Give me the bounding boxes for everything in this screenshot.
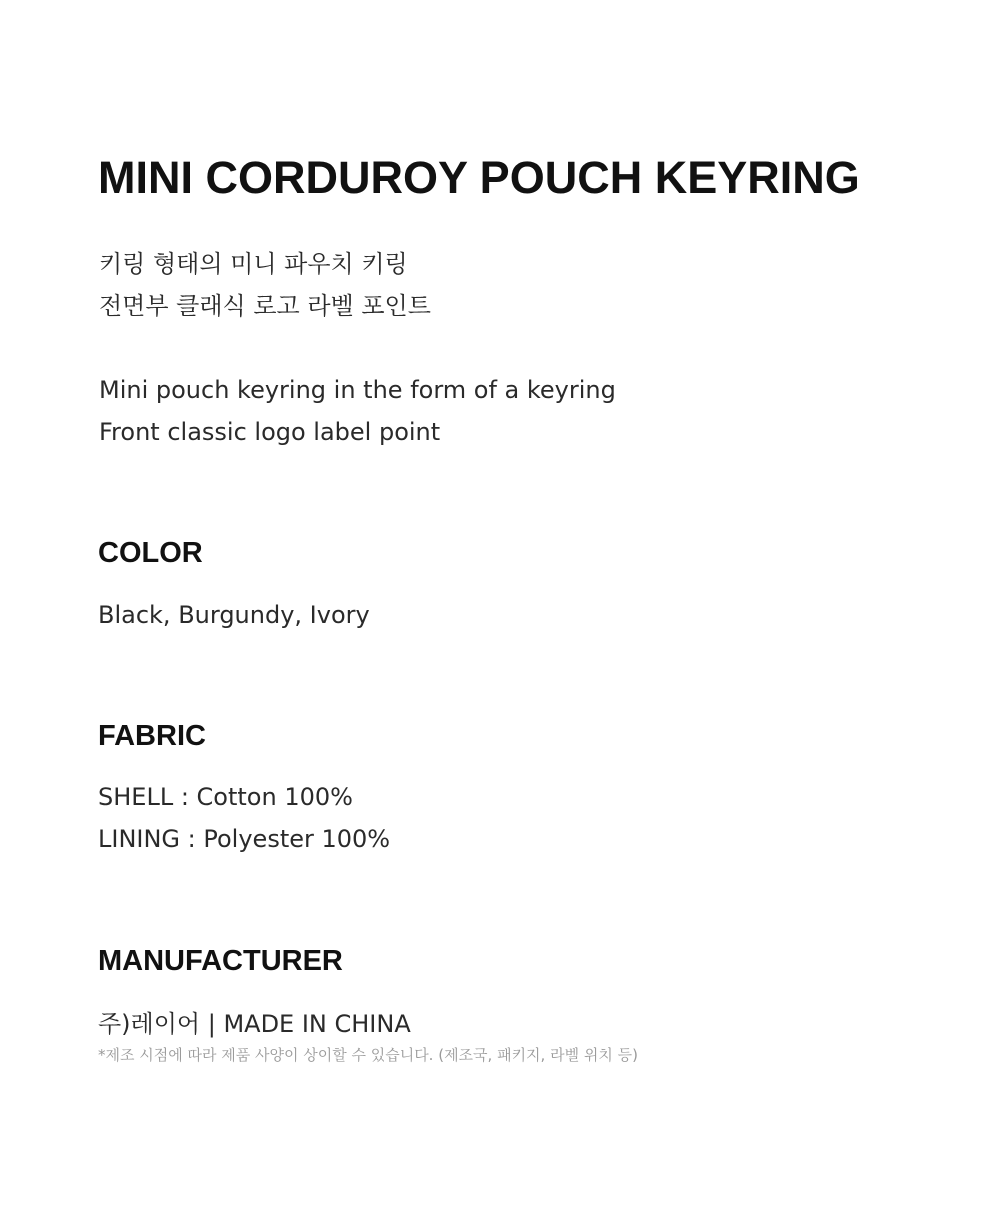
fabric-shell-line: SHELL : Cotton 100% bbox=[98, 783, 353, 811]
description-english bbox=[99, 369, 616, 453]
color-value: Black, Burgundy, Ivory bbox=[98, 601, 370, 629]
description-korean-line: 키링 형태의 미니 파우치 키링 bbox=[99, 250, 408, 278]
manufacturer-heading: MANUFACTURER bbox=[98, 945, 343, 977]
description-korean bbox=[99, 243, 431, 327]
manufacturer-note: *제조 시점에 따라 제품 사양이 상이할 수 있습니다. (제조국, 패키지, 라벨 위치 등) bbox=[98, 1046, 638, 1064]
description-korean-line: 전면부 클래식 로고 라벨 포인트 bbox=[99, 292, 431, 320]
fabric-heading: FABRIC bbox=[98, 720, 206, 752]
description-english-line: Front classic logo label point bbox=[99, 418, 441, 446]
fabric-details bbox=[98, 776, 390, 860]
color-heading: COLOR bbox=[98, 537, 203, 569]
manufacturer-value: 주)레이어 | MADE IN CHINA bbox=[98, 1010, 411, 1038]
product-title: MINI CORDUROY POUCH KEYRING bbox=[98, 152, 860, 203]
description-english-line: Mini pouch keyring in the form of a keyring bbox=[99, 376, 616, 404]
fabric-lining-line: LINING : Polyester 100% bbox=[98, 825, 391, 853]
